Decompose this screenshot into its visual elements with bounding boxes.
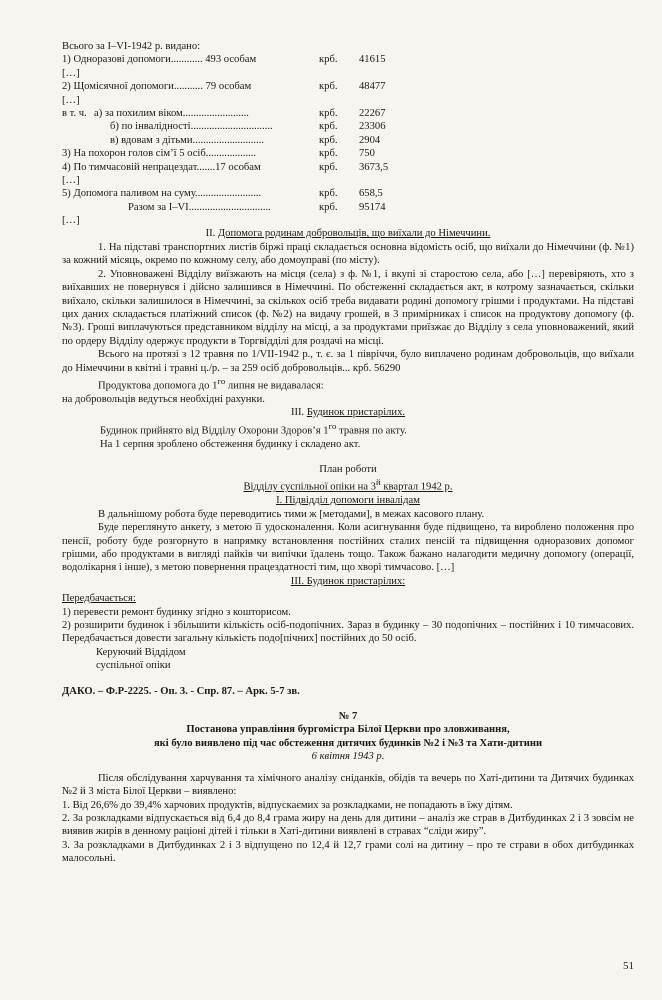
summary-row-currency: крб. [319, 107, 338, 119]
section2-paragraph-1: 1. На підставі транспортних листів біржі праці складається основна відомість осіб, що виїхали до Німеччини (ф. №1) за кожний місяць, окремо по кожному селу, або домоуправі (по місту). [62, 241, 634, 267]
section2-paragraph-5: на добровольців ведуться необхідні рахунки. [62, 393, 265, 405]
doc7-item-1: 1. Від 26,6% до 39,4% харчових продуктів, відпускаємих за розкладками, не попадають в їжу дітям. [62, 799, 513, 811]
summary-heading: Всього за I–VI-1942 р. видано: [62, 41, 201, 52]
summary-row [62, 53, 634, 66]
summary-row [62, 214, 634, 227]
summary-row-label: 3) На похорон голов сім’ї 5 осіб................... [62, 148, 257, 160]
summary-row [62, 174, 634, 187]
plan-item-2: 2) розширити будинок і збільшити кількість осіб-подопічних. Зараз в будинку – 30 подопічних – постійних і 10 тимчасових. Передбачається довести загальну кількість подо[пічних] постійних до 50 осіб. [62, 620, 634, 645]
summary-row-sublabel: в) вдовам з дітьми........................... [110, 134, 265, 146]
section2-title: II. Допомога родинам добровольців, що виїхали до Німеччини. [205, 228, 491, 240]
section3-title: III. Будинок пристарілих. [290, 407, 406, 419]
summary-row-value: 2904 [359, 134, 381, 146]
section3-paragraph-1: Будинок прийнято від Відділу Охорони Здоров’я $1^{го}$ травня по акту. [100, 420, 407, 437]
summary-row-sublabel: б) по інвалідності............................... [110, 121, 273, 133]
summary-row-label: 1) Одноразові допомоги............ 493 особам [62, 54, 257, 66]
section3-paragraph-2: На 1 серпня зроблено обстеження будинку і складено акт. [100, 438, 361, 450]
summary-row [62, 134, 634, 147]
section2-paragraph-2: 2. Уповноважені Відділу виїзжають на місця (села) з ф. №1, і вкупі зі старостою села, або […] перевіряють, хто з виїхавших не повернувся і дійсно залишився в Німеччині. По обстеженні складається акт, в котрому зазначається, скільки виїхало, скільки залишилося в Німеччині, за скількох осіб треба видавати родині допомогу грішми і продуктами. На підставі цих даних складається платіжний список (ф. №2) на видачу грошей, в 3 примірниках і список на продуктову допомогу (ф. №3). Гроші виплачуються представником відділу на місці, а за продуктами приїзжає до Відділу з села уповноважений, який по ордеру Відділу одержує продукти в Торгвідділі для роздачі на місці. [62, 268, 634, 347]
summary-row-value: 48477 [359, 81, 386, 93]
summary-row [62, 94, 634, 107]
doc7-item-2: 2. За розкладками відпускається від 6,4 до 8,4 грама жиру на день для дитини – аналіз же страв в Дитбудинках 2 і 3 зовсім не виявив жирів в денному раціоні дітей і тільки в Хаті-дитини виявлені в стравах “сліди жиру”. [62, 812, 634, 838]
summary-row [62, 187, 634, 200]
summary-row-currency: крб. [319, 201, 338, 213]
doc7-number: № 7 [338, 711, 358, 723]
summary-row-currency: крб. [319, 81, 338, 93]
summary-row [62, 107, 634, 120]
summary-table [62, 53, 634, 227]
doc7-date: 6 квітня 1943 р. [311, 751, 385, 763]
doc7-title-line-1: Постанова управління бургомістра Білої Церкви про зловживання, [186, 724, 510, 736]
plan-paragraph-2: Буде переглянуто анкету, з метою її удосконалення. Коли асигнування буде підвищено, та вироблено положення про пенсії, роботу буде розгорнуто в напрямку встановлення постійних сталих пенсій та підвищення одноразових допомог грішми, або продуктами в вигляді пайків чи випічки їдалень тощо. Також бажано налагодити медичну допомогу (операції, водолікарня і інше), з метою повернення працездатності тим, що хворі тимчасово. […] [62, 522, 634, 574]
summary-row [62, 161, 634, 174]
plan-section1-title: I. Підвідділ допомоги інвалідам [276, 495, 420, 507]
summary-row [62, 147, 634, 160]
summary-row-label: 5) Допомога паливом на суму......................... [62, 188, 262, 200]
summary-row-sublabel: Разом за I–VI............................... [128, 201, 271, 213]
doc7-item-3: 3. За розкладками в Дитбудинках 2 і 3 відпущено по 12,4 й 12,7 грами солі на дитину – про те страви в обох дитбудинках малосольні. [62, 839, 634, 865]
section2-paragraph-4: Продуктова допомога до $1^{го}$ липня не видавалася: [98, 375, 324, 392]
plan-paragraph-1: В дальнішому робота буде переводитись тими ж [методами], в межах касового плану. [98, 508, 485, 520]
summary-row-value: 750 [359, 148, 375, 160]
plan-section3-title: III. Будинок пристарілих: [290, 575, 406, 587]
summary-row-label: 2) Щомісячної допомоги........... 79 особам [62, 81, 252, 93]
signature-line-1: Керуючий Віддідом [96, 646, 186, 658]
summary-row-label: […] [62, 174, 80, 186]
plan-item-1: 1) перевести ремонт будинку згідно з кошторисом. [62, 606, 291, 618]
plan-foresee-label: Передбачається: [62, 593, 136, 605]
summary-row-value: 3673,5 [359, 161, 389, 173]
summary-row-currency: крб. [319, 134, 338, 146]
summary-row-label: в т. ч. [62, 107, 87, 119]
summary-row-currency: крб. [319, 188, 338, 200]
summary-row-label: […] [62, 94, 80, 106]
summary-row [62, 120, 634, 133]
summary-row-currency: крб. [319, 54, 338, 66]
summary-row [62, 201, 634, 214]
summary-row-label: […] [62, 67, 80, 79]
doc7-title-line-2: які було виявлено під час обстеження дитячих будинків №2 і №3 та Хати-дитини [153, 737, 543, 749]
summary-row [62, 80, 634, 93]
summary-row-value: 23306 [359, 121, 386, 133]
summary-row-label: 4) По тимчасовій непрацездат.......17 особам [62, 161, 261, 173]
plan-subtitle: Відділу суспільної опіки на $3^й$ квартал 1942 р. [243, 477, 453, 493]
summary-row [62, 67, 634, 80]
summary-row-value: 95174 [359, 201, 386, 213]
signature-line-2: суспільної опіки [96, 660, 171, 672]
page-number: 51 [623, 960, 634, 972]
summary-row-label: […] [62, 215, 80, 227]
summary-row-currency: крб. [319, 148, 338, 160]
summary-row-value: 658,5 [359, 188, 383, 200]
doc7-intro: Після обслідування харчування та хімічного аналізу сніданків, обідів та вечерь по Хаті-дитини та Дитячих будинках №2 й 3 міста Білої Церкви – виявлено: [62, 772, 634, 798]
section2-paragraph-3: Всього на протязі з 12 травня по 1/VII-1942 р., т. є. за 1 півріччя, було виплачено родинам добровольців, що виїхали до Німеччини в квітні і травні ц./р. – за 259 осіб добровольців... крб. 56290 [62, 349, 634, 374]
summary-row-currency: крб. [319, 161, 338, 173]
archive-reference: ДАКО. – Ф.Р-2225. - Оп. 3. - Спр. 87. – Арк. 5-7 зв. [62, 685, 300, 697]
summary-row-value: 41615 [359, 54, 386, 66]
plan-title: План роботи [319, 464, 377, 476]
summary-row-currency: крб. [319, 121, 338, 133]
summary-row-sublabel: а) за похилим віком......................... [94, 107, 249, 119]
summary-row-value: 22267 [359, 107, 386, 119]
